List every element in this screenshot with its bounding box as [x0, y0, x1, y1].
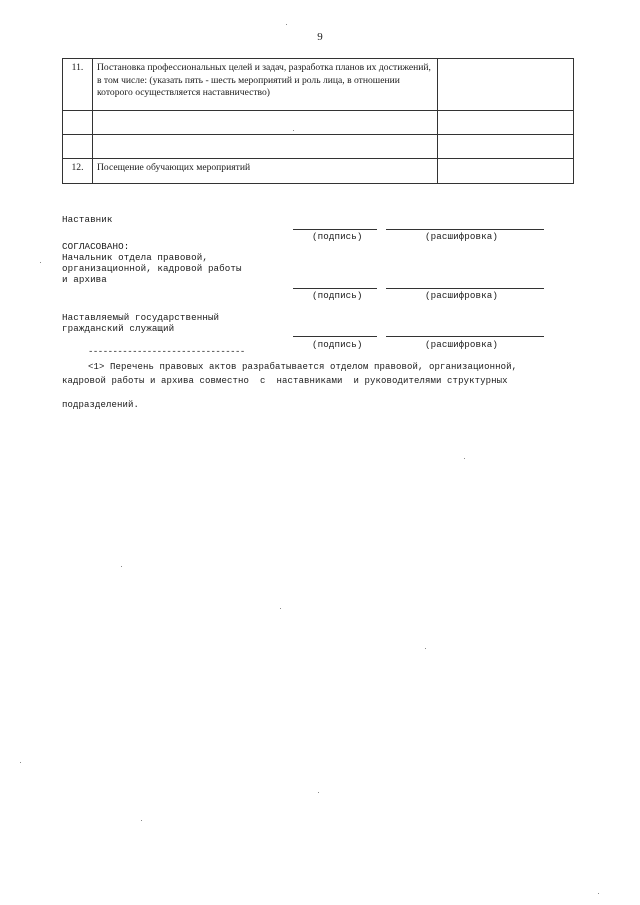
page-number: 9: [317, 31, 323, 43]
agreed-label: СОГЛАСОВАНО:: [62, 241, 130, 252]
scan-speck: [280, 608, 281, 609]
mentor-label: Наставник: [62, 214, 113, 225]
table-row: [63, 159, 574, 184]
row-number: [63, 111, 93, 135]
head-decoding-caption: (расшифровка): [425, 290, 498, 301]
head-signature-line: [293, 288, 377, 289]
mentee-signature-line: [293, 336, 377, 337]
scan-speck: [425, 648, 426, 649]
scan-speck: [318, 792, 319, 793]
scan-speck: [464, 458, 465, 459]
scan-speck: [121, 566, 122, 567]
mentee-label-line-2: гражданский служащий: [62, 323, 175, 334]
table-row: [63, 135, 574, 159]
scan-speck: [20, 762, 21, 763]
head-signature-caption: (подпись): [312, 290, 363, 301]
mentee-decoding-caption: (расшифровка): [425, 339, 498, 350]
row-text: Постановка профессиональных целей и задач, разработка планов их достижений, в том числе: (указать пять - шесть мероприятий и роль лица, в отношении которого осуществляется наставничество): [93, 59, 438, 111]
row-extra: [438, 111, 574, 135]
row-number: 11.: [63, 59, 93, 111]
mentor-signature-caption: (подпись): [312, 231, 363, 242]
mentee-signature-caption: (подпись): [312, 339, 363, 350]
head-decoding-line: [386, 288, 544, 289]
head-label-line-2: организационной, кадровой работы: [62, 263, 242, 274]
plan-table: [62, 58, 574, 184]
scan-speck: [293, 130, 294, 131]
footnote-line-1: <1> Перечень правовых актов разрабатывается отделом правовой, организационной,: [88, 362, 518, 372]
scan-speck: [598, 893, 599, 894]
table-row: [63, 59, 574, 111]
row-number: [63, 135, 93, 159]
footnote-line-3: подразделений.: [62, 400, 140, 410]
scan-speck: [141, 820, 142, 821]
row-text: [93, 135, 438, 159]
row-number: 12.: [63, 159, 93, 184]
mentor-decoding-caption: (расшифровка): [425, 231, 498, 242]
scan-speck: [286, 24, 287, 25]
footnote-separator: --------------------------------: [88, 347, 245, 357]
scan-speck: [40, 262, 41, 263]
mentee-label-line-1: Наставляемый государственный: [62, 312, 220, 323]
row-extra: [438, 159, 574, 184]
row-extra: [438, 135, 574, 159]
head-label-line-1: Начальник отдела правовой,: [62, 252, 208, 263]
mentee-decoding-line: [386, 336, 544, 337]
mentor-decoding-line: [386, 229, 544, 230]
head-label-line-3: и архива: [62, 274, 107, 285]
row-text: [93, 111, 438, 135]
row-text: Посещение обучающих мероприятий: [93, 159, 438, 184]
table-row: [63, 111, 574, 135]
row-extra: [438, 59, 574, 111]
footnote-line-2: кадровой работы и архива совместно с наставниками и руководителями структурных: [62, 376, 508, 386]
mentor-signature-line: [293, 229, 377, 230]
